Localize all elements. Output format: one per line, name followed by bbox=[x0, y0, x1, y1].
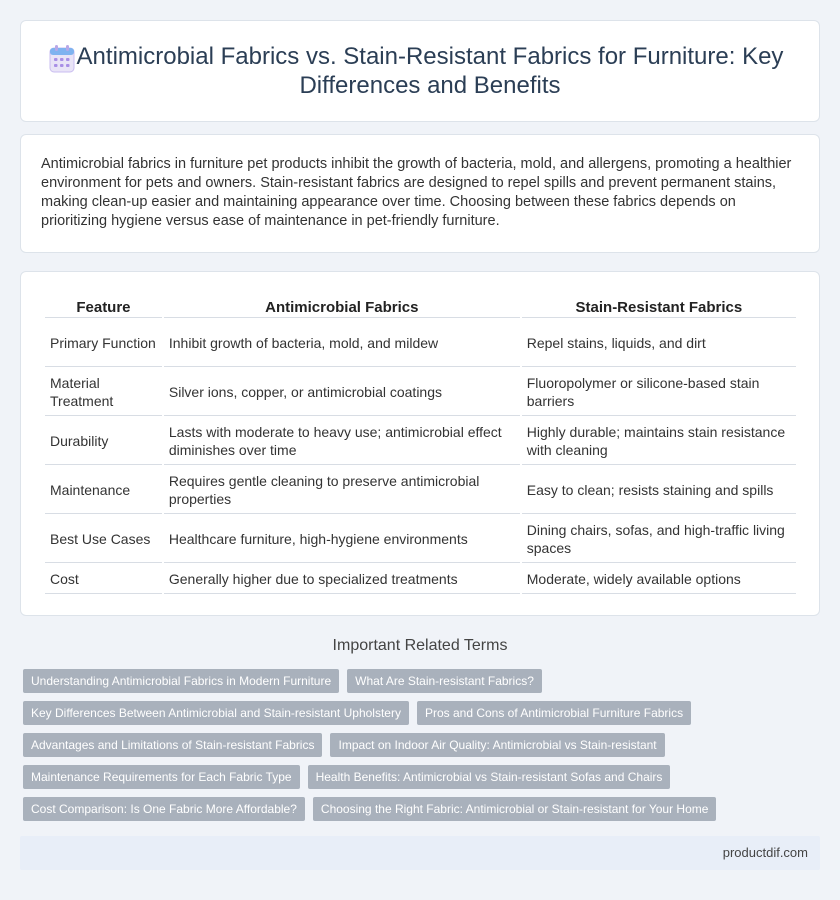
table-cell: Inhibit growth of bacteria, mold, and mildew bbox=[164, 320, 520, 367]
page-title: Antimicrobial Fabrics vs. Stain-Resistant Fabrics for Furniture: Key Differences and Benefits bbox=[76, 43, 784, 99]
comparison-table bbox=[43, 292, 798, 596]
header-inner bbox=[21, 21, 819, 121]
table-row bbox=[45, 467, 796, 514]
table-cell: Easy to clean; resists staining and spills bbox=[522, 467, 796, 514]
table-cell: Moderate, widely available options bbox=[522, 565, 796, 594]
tag-row bbox=[23, 701, 823, 725]
intro-card bbox=[20, 134, 820, 253]
related-term-tag[interactable]: Maintenance Requirements for Each Fabric Type bbox=[23, 765, 300, 789]
related-term-tag[interactable]: Choosing the Right Fabric: Antimicrobial or Stain-resistant for Your Home bbox=[313, 797, 717, 821]
table-row bbox=[45, 369, 796, 416]
related-term-tag[interactable]: What Are Stain-resistant Fabrics? bbox=[347, 669, 542, 693]
table-cell: Healthcare furniture, high-hygiene environments bbox=[164, 516, 520, 563]
tag-row bbox=[23, 733, 823, 757]
intro-text: Antimicrobial fabrics in furniture pet products inhibit the growth of bacteria, mold, and allergens, promoting a healthier environment for pets and owners. Stain-resistant fabrics are designed to repel spills and prevent permanent stains, making clean-up easier and maintaining appearance over time. Choosing between these fabrics depends on prioritizing hygiene versus ease of maintenance in pet-friendly furniture. bbox=[41, 156, 792, 229]
table-cell: Primary Function bbox=[45, 320, 162, 367]
footer-site-link[interactable]: productdif.com bbox=[722, 845, 808, 860]
related-term-tag[interactable]: Advantages and Limitations of Stain-resistant Fabrics bbox=[23, 733, 322, 757]
related-terms-title: Important Related Terms bbox=[332, 637, 508, 654]
table-cell: Maintenance bbox=[45, 467, 162, 514]
table-cell: Material Treatment bbox=[45, 369, 162, 416]
table-cell: Best Use Cases bbox=[45, 516, 162, 563]
related-term-tag[interactable]: Cost Comparison: Is One Fabric More Affordable? bbox=[23, 797, 305, 821]
table-row bbox=[45, 320, 796, 367]
related-term-tag[interactable]: Impact on Indoor Air Quality: Antimicrobial vs Stain-resistant bbox=[330, 733, 664, 757]
table-cell: Repel stains, liquids, and dirt bbox=[522, 320, 796, 367]
table-row bbox=[45, 516, 796, 563]
table-header-row bbox=[45, 294, 796, 318]
table-cell: Highly durable; maintains stain resistance with cleaning bbox=[522, 418, 796, 465]
tag-row bbox=[23, 669, 823, 693]
table-header-antimicrobial: Antimicrobial Fabrics bbox=[164, 294, 520, 318]
table-header-stain-resistant: Stain-Resistant Fabrics bbox=[522, 294, 796, 318]
related-term-tag[interactable]: Pros and Cons of Antimicrobial Furniture Fabrics bbox=[417, 701, 691, 725]
table-cell: Lasts with moderate to heavy use; antimicrobial effect diminishes over time bbox=[164, 418, 520, 465]
table-row bbox=[45, 565, 796, 594]
table-cell: Dining chairs, sofas, and high-traffic living spaces bbox=[522, 516, 796, 563]
related-term-tag[interactable]: Key Differences Between Antimicrobial and Stain-resistant Upholstery bbox=[23, 701, 409, 725]
footer bbox=[20, 836, 820, 870]
tag-row bbox=[23, 797, 823, 821]
header-card bbox=[20, 20, 820, 122]
table-row bbox=[45, 418, 796, 465]
table-header-feature: Feature bbox=[45, 294, 162, 318]
table-cell: Durability bbox=[45, 418, 162, 465]
table-cell: Cost bbox=[45, 565, 162, 594]
table-cell: Silver ions, copper, or antimicrobial coatings bbox=[164, 369, 520, 416]
table-cell: Fluoropolymer or silicone-based stain barriers bbox=[522, 369, 796, 416]
comparison-table-card bbox=[20, 271, 820, 616]
tag-row bbox=[23, 765, 823, 789]
related-term-tag[interactable]: Health Benefits: Antimicrobial vs Stain-resistant Sofas and Chairs bbox=[308, 765, 671, 789]
related-terms-list bbox=[23, 669, 823, 829]
related-term-tag[interactable]: Understanding Antimicrobial Fabrics in Modern Furniture bbox=[23, 669, 339, 693]
table-cell: Requires gentle cleaning to preserve antimicrobial properties bbox=[164, 467, 520, 514]
table-cell: Generally higher due to specialized treatments bbox=[164, 565, 520, 594]
